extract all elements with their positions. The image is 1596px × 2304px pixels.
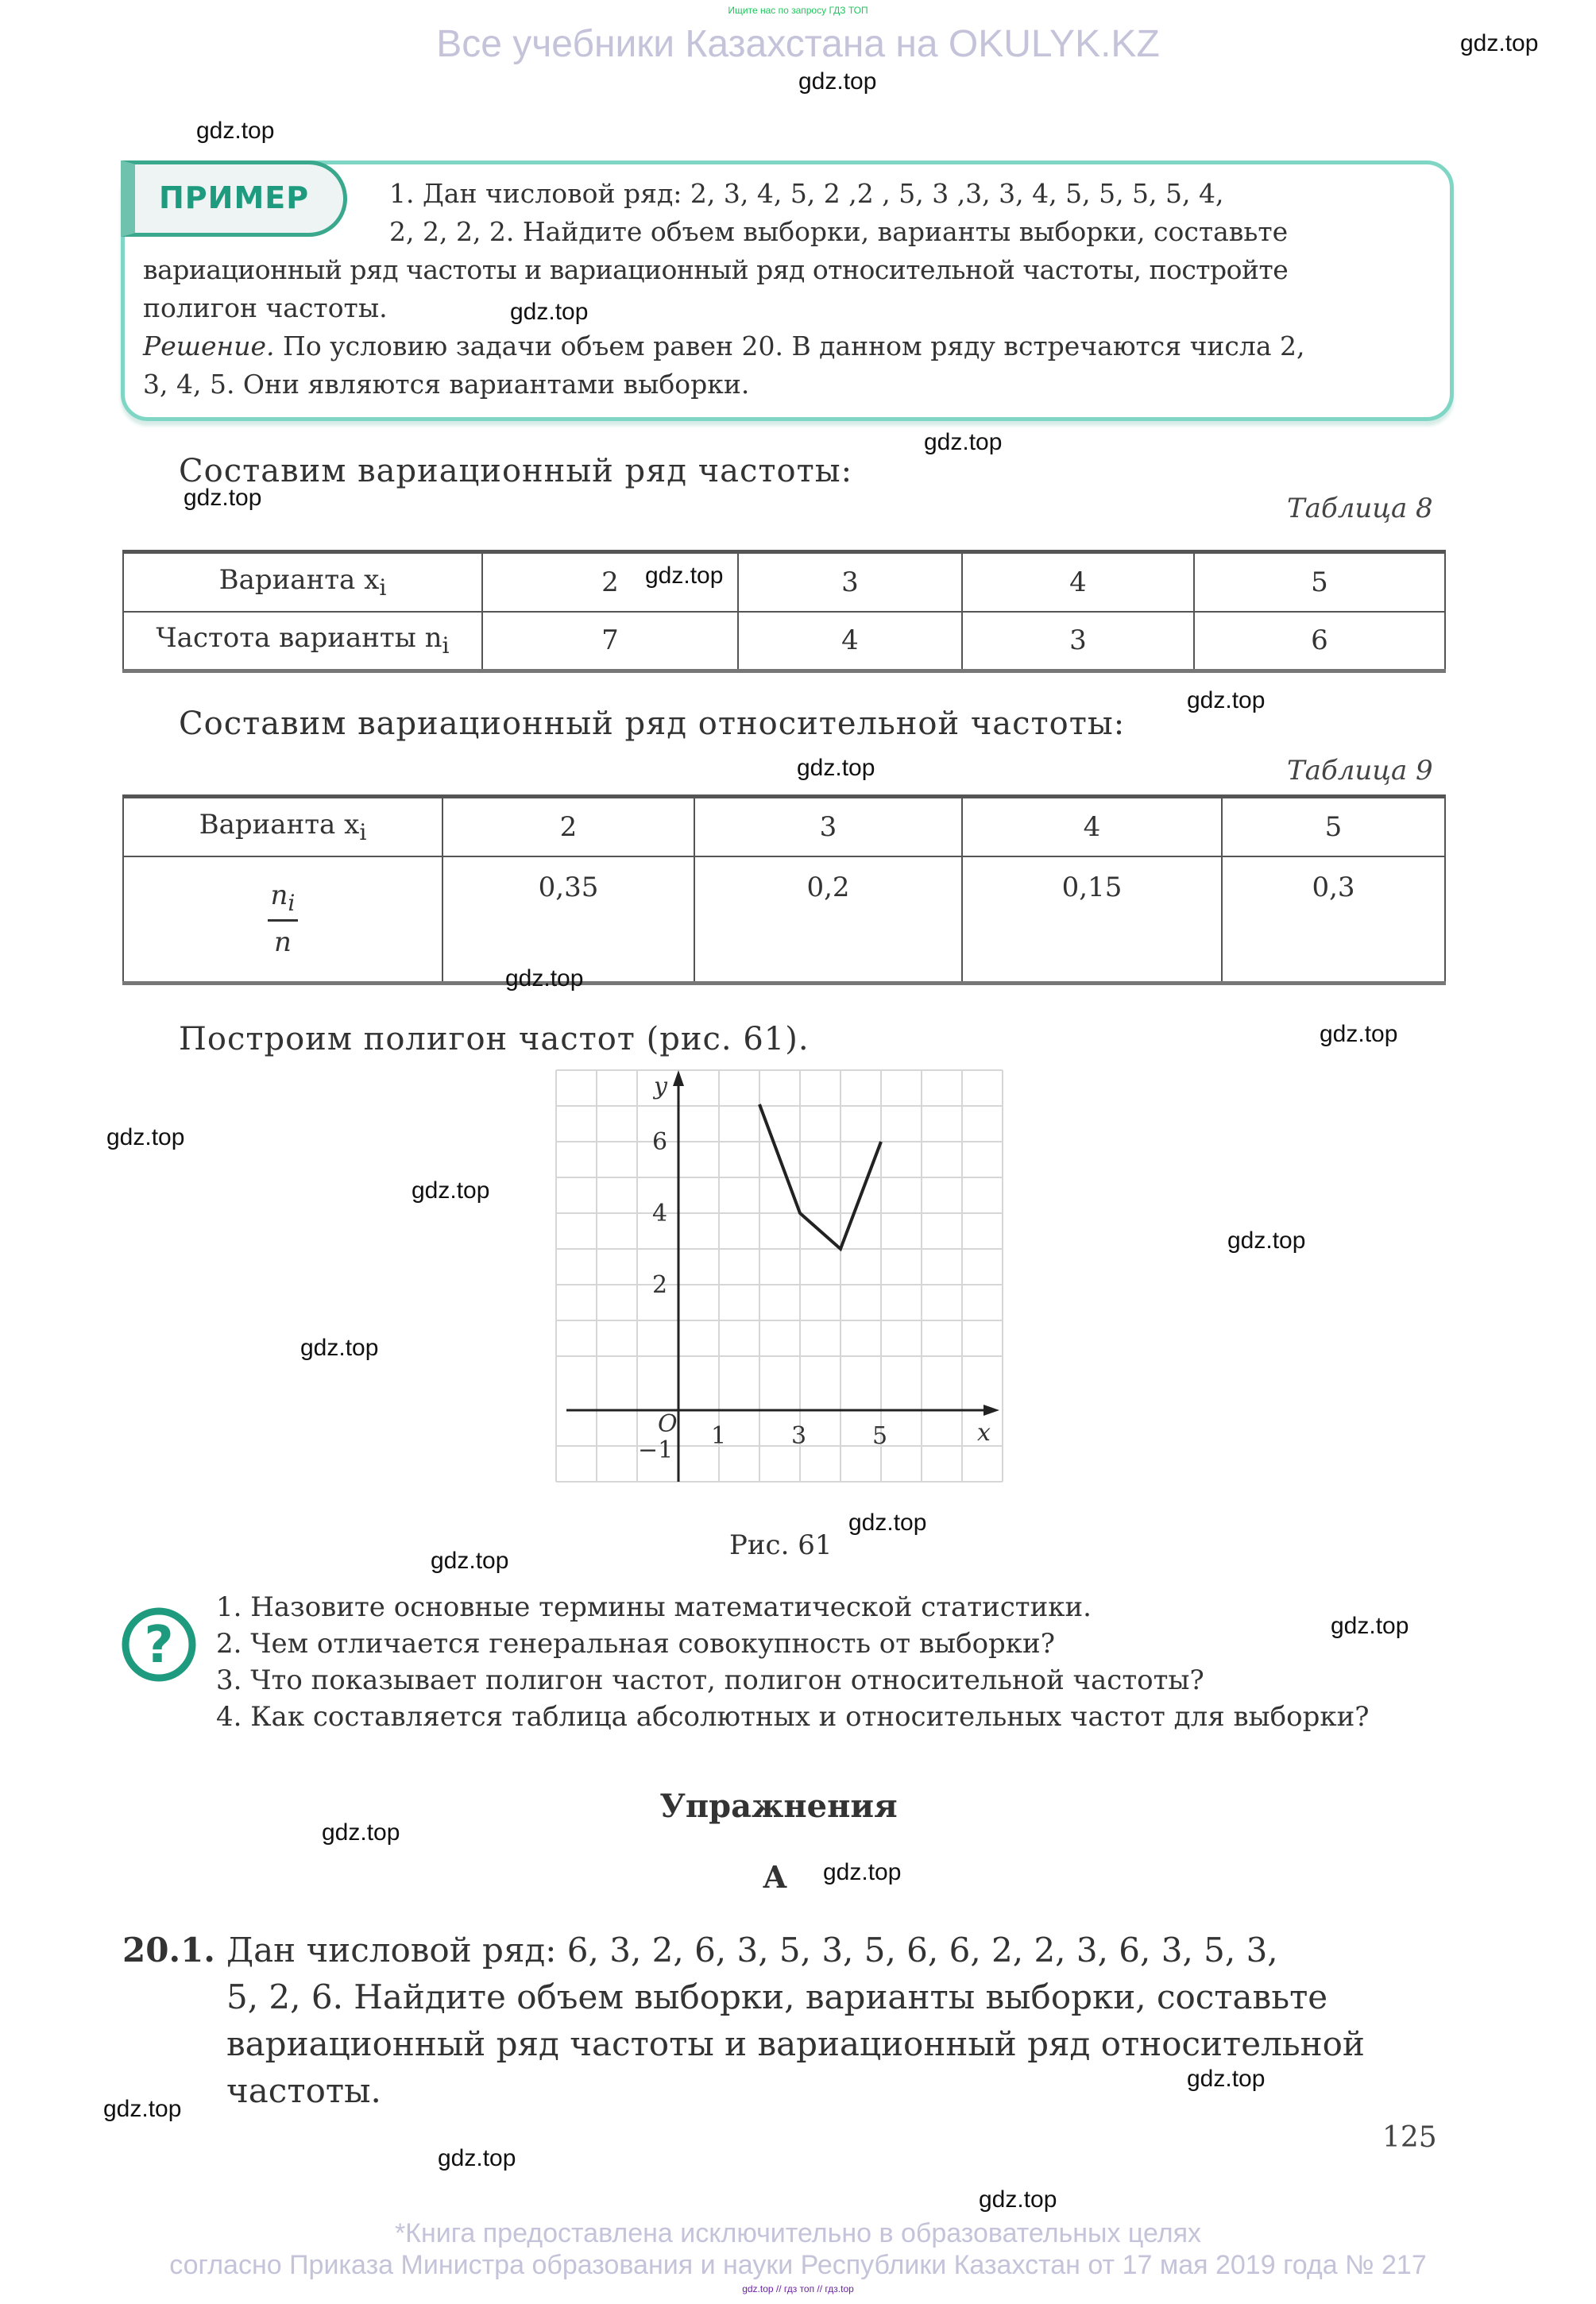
review-questions <box>216 1589 1455 1735</box>
svg-text:O: O <box>658 1410 678 1438</box>
question-item: 3. Что показывает полигон частот, полигон относительной частоты? <box>216 1664 1204 1696</box>
watermark: gdz.top <box>505 965 584 992</box>
section1-heading: Составим вариационный ряд частоты: <box>179 453 853 489</box>
watermark: gdz.top <box>300 1335 379 1361</box>
exercise-line-3: вариационный ряд частоты и вариационный ряд относительной <box>226 2024 1365 2063</box>
table9-caption: Таблица 9 <box>1287 755 1433 787</box>
watermark: gdz.top <box>798 68 877 95</box>
table-cell: 3 <box>694 797 962 856</box>
svg-text:y: y <box>654 1073 667 1100</box>
footer-note-line-2: согласно Приказа Министра образования и науки Республики Казахстан от 17 мая 2019 года № 217 <box>169 2250 1427 2280</box>
svg-text:x: x <box>977 1419 991 1447</box>
section2-heading: Составим вариационный ряд относительной частоты: <box>179 706 1126 742</box>
exercise-line-1: Дан числовой ряд: 6, 3, 2, 6, 3, 5, 3, 5, 6, 6, 2, 2, 3, 6, 3, 5, 3, <box>226 1931 1278 1970</box>
watermark: gdz.top <box>322 1819 400 1846</box>
question-item: 4. Как составляется таблица абсолютных и относительных частот для выборки? <box>216 1701 1370 1733</box>
watermark: gdz.top <box>1331 1613 1409 1639</box>
table-cell: 6 <box>1194 612 1445 671</box>
x-axis-arrow-icon <box>983 1405 999 1416</box>
watermark: gdz.top <box>924 429 1003 455</box>
example-solution-line-2: 3, 4, 5. Они являются вариантами выборки. <box>143 369 750 400</box>
svg-text:2: 2 <box>652 1271 668 1299</box>
watermark: gdz.top <box>1187 687 1266 713</box>
y-axis-arrow-icon <box>673 1070 684 1086</box>
site-title: Все учебники Казахстана на OKULYK.KZ <box>436 23 1160 65</box>
search-hint: Ищите нас по запросу ГДЗ ТОП <box>728 5 868 16</box>
example-line-2: 2, 2, 2, 2. Найдите объем выборки, варианты выборки, составьте <box>389 216 1289 247</box>
svg-text:4: 4 <box>652 1200 668 1227</box>
table-cell: 2 <box>482 552 738 612</box>
table-cell: 5 <box>1222 797 1445 856</box>
table-cell: 4 <box>738 612 962 671</box>
solution-label: Решение. <box>143 331 275 361</box>
watermark: gdz.top <box>438 2145 516 2171</box>
table-9 <box>122 794 1446 985</box>
table-header-cell: Варианта $x_i$ <box>123 552 482 612</box>
watermark: gdz.top <box>1320 1021 1398 1047</box>
table-cell: 4 <box>962 797 1222 856</box>
frequency-polygon-chart <box>555 1069 1007 1498</box>
watermark: gdz.top <box>510 299 589 325</box>
table-row <box>123 856 1445 984</box>
watermark: gdz.top <box>848 1510 927 1536</box>
example-line-3: вариационный ряд частоты и вариационный ряд относительной частоты, постройте <box>143 254 1289 285</box>
table-header-cell: Варианта $x_i$ <box>123 797 442 856</box>
watermark: gdz.top <box>184 485 262 511</box>
exercise-line-4: частоты. <box>226 2071 381 2110</box>
table-cell: 3 <box>738 552 962 612</box>
exercise-number: 20.1. <box>122 1931 215 1970</box>
table-cell: 4 <box>962 552 1194 612</box>
table-cell: 0,3 <box>1222 856 1445 984</box>
watermark: gdz.top <box>103 2096 182 2122</box>
watermark: gdz.top <box>1227 1227 1306 1254</box>
section3-heading: Построим полигон частот (рис. 61). <box>179 1021 810 1057</box>
figure-caption: Рис. 61 <box>729 1529 833 1561</box>
watermark: gdz.top <box>1187 2066 1266 2092</box>
svg-text:6: 6 <box>652 1128 668 1156</box>
svg-text:1: 1 <box>711 1422 727 1450</box>
table-row <box>123 612 1445 671</box>
example-badge-label: ПРИМЕР <box>159 180 310 215</box>
exercise-line-2: 5, 2, 6. Найдите объем выборки, варианты выборки, составьте <box>226 1977 1328 2016</box>
table-cell: 5 <box>1194 552 1445 612</box>
table8-caption: Таблица 8 <box>1287 493 1433 524</box>
table-header-cell: Частота варианты $n_i$ <box>123 612 482 671</box>
exercise-level: А <box>763 1859 787 1895</box>
watermark: gdz.top <box>979 2186 1057 2213</box>
table-8 <box>122 550 1446 673</box>
solution-text: По условию задачи объем равен 20. В данном ряду встречаются числа 2, <box>274 331 1305 361</box>
table-cell: 7 <box>482 612 738 671</box>
watermark: gdz.top <box>1460 30 1539 56</box>
svg-text:3: 3 <box>791 1422 807 1450</box>
table-cell: 0,2 <box>694 856 962 984</box>
question-item: 1. Назовите основные термины математической статистики. <box>216 1591 1092 1623</box>
footer-note-line-1: *Книга предоставлена исключительно в образовательных целях <box>394 2218 1202 2248</box>
table-row <box>123 552 1445 612</box>
table-cell: 2 <box>442 797 694 856</box>
table-cell: 3 <box>962 612 1194 671</box>
question-item: 2. Чем отличается генеральная совокупность от выборки? <box>216 1628 1055 1660</box>
svg-text:?: ? <box>144 1616 174 1675</box>
example-line-4: полигон частоты. <box>143 292 388 323</box>
svg-text:−1: −1 <box>638 1436 674 1464</box>
watermark: gdz.top <box>196 118 275 144</box>
table-header-cell <box>123 856 442 984</box>
footer-links[interactable]: gdz.top // гдз топ // гдз.top <box>742 2283 854 2294</box>
chart-axes <box>566 1080 990 1482</box>
question-icon <box>119 1605 199 1684</box>
example-solution <box>143 327 1430 365</box>
table-cell: 0,15 <box>962 856 1222 984</box>
watermark: gdz.top <box>797 755 875 781</box>
table-cell: 0,35 <box>442 856 694 984</box>
page-number: 125 <box>1382 2121 1437 2154</box>
exercises-heading: Упражнения <box>659 1788 898 1825</box>
svg-text:5: 5 <box>872 1422 888 1450</box>
watermark: gdz.top <box>106 1124 185 1150</box>
fraction: $\frac{n_i}{n}$ <box>268 879 299 958</box>
example-line-1: 1. Дан числовой ряд: 2, 3, 4, 5, 2 ,2 , 5, 3 ,3, 3, 4, 5, 5, 5, 5, 4, <box>389 178 1224 209</box>
watermark: gdz.top <box>431 1548 509 1574</box>
watermark: gdz.top <box>823 1859 902 1885</box>
watermark: gdz.top <box>645 562 724 589</box>
example-badge <box>121 160 347 237</box>
table-row <box>123 797 1445 856</box>
watermark: gdz.top <box>412 1177 490 1204</box>
